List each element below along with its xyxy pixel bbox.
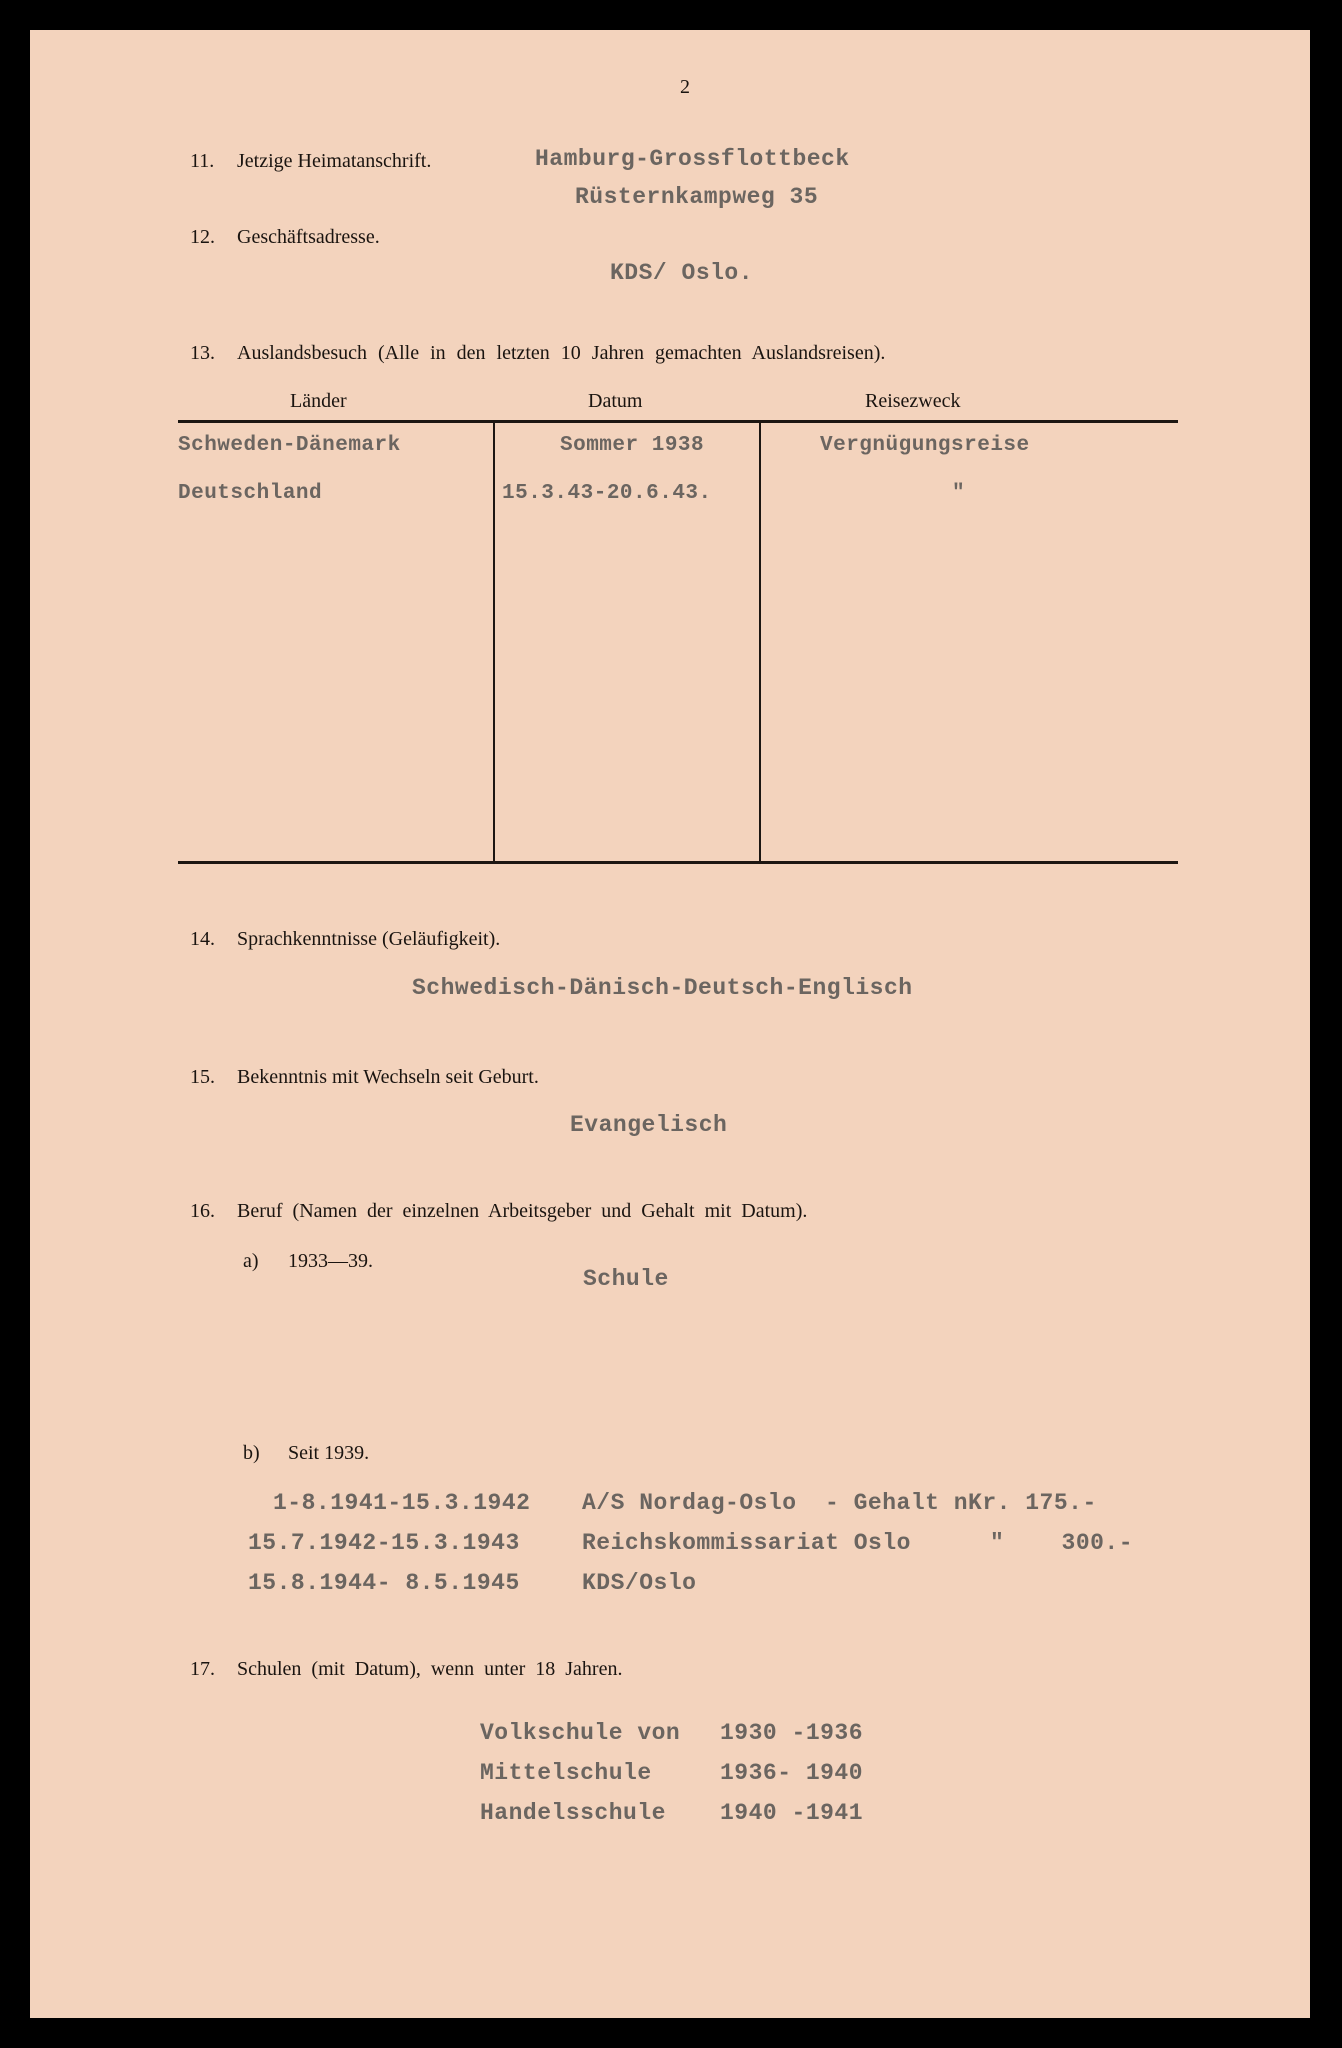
col-header-purpose: Reisezweck [865, 390, 961, 412]
job1-salary: - Gehalt nKr. 175.- [825, 1490, 1097, 1516]
job2-employer: Reichskommissariat Oslo [582, 1530, 911, 1556]
q16-number: 16. [190, 1200, 215, 1222]
job1-employer: A/S Nordag-Oslo [582, 1490, 797, 1516]
school2-name: Mittelschule [480, 1760, 652, 1786]
school1-name: Volkschule von [480, 1720, 681, 1746]
q16a-label: a) [243, 1250, 259, 1272]
travel-row1-country: Schweden-Dänemark [178, 434, 401, 457]
q13-label: Auslandsbesuch (Alle in den letzten 10 Jahren gemachten Auslandsreisen). [237, 342, 886, 364]
q16-label: Beruf (Namen der einzelnen Arbeitsgeber und Gehalt mit Datum). [237, 1200, 808, 1222]
document-page [30, 30, 1310, 2018]
col-header-countries: Länder [290, 390, 347, 412]
school2-years: 1936- 1940 [720, 1760, 864, 1786]
q11-label: Jetzige Heimatanschrift. [237, 150, 432, 172]
q15-label: Bekenntnis mit Wechseln seit Geburt. [237, 1066, 539, 1088]
q15-number: 15. [190, 1066, 215, 1088]
table-top-rule [178, 420, 1178, 423]
school3-years: 1940 -1941 [720, 1800, 864, 1826]
travel-row1-purpose: Vergnügungsreise [820, 434, 1030, 457]
q12-label: Geschäftsadresse. [237, 226, 380, 248]
travel-row2-date: 15.3.43-20.6.43. [502, 482, 712, 505]
job1-dates: 1-8.1941-15.3.1942 [273, 1490, 531, 1516]
job3-dates: 15.8.1944- 8.5.1945 [248, 1570, 520, 1596]
q13-number: 13. [190, 342, 215, 364]
business-address: KDS/ Oslo. [610, 260, 754, 286]
religion-value: Evangelisch [570, 1112, 728, 1138]
travel-row1-date: Sommer 1938 [560, 434, 705, 457]
col-header-date: Datum [588, 390, 643, 412]
travel-row2-country: Deutschland [178, 482, 323, 505]
languages-value: Schwedisch-Dänisch-Deutsch-Englisch [412, 975, 913, 1001]
q16a-period: 1933—39. [288, 1250, 373, 1272]
q11-number: 11. [190, 150, 215, 172]
q16a-value: Schule [583, 1266, 669, 1292]
q16b-period: Seit 1939. [288, 1442, 370, 1464]
q17-label: Schulen (mit Datum), wenn unter 18 Jahren. [237, 1658, 623, 1680]
q14-label: Sprachkenntnisse (Geläufigkeit). [237, 928, 501, 950]
page-number: 2 [680, 76, 690, 98]
job3-employer: KDS/Oslo [582, 1570, 697, 1596]
q16b-label: b) [243, 1442, 260, 1464]
q14-number: 14. [190, 928, 215, 950]
job2-salary: " 300.- [990, 1530, 1134, 1556]
travel-row2-purpose: " [952, 482, 966, 505]
school3-name: Handelsschule [480, 1800, 666, 1826]
home-address-line2: Rüsternkampweg 35 [575, 184, 819, 210]
q17-number: 17. [190, 1658, 215, 1680]
job2-dates: 15.7.1942-15.3.1943 [248, 1530, 520, 1556]
table-divider-2 [759, 422, 761, 862]
table-divider-1 [493, 422, 495, 862]
school1-years: 1930 -1936 [720, 1720, 864, 1746]
home-address-line1: Hamburg-Grossflottbeck [535, 146, 850, 172]
table-bottom-rule [178, 861, 1178, 864]
q12-number: 12. [190, 226, 215, 248]
